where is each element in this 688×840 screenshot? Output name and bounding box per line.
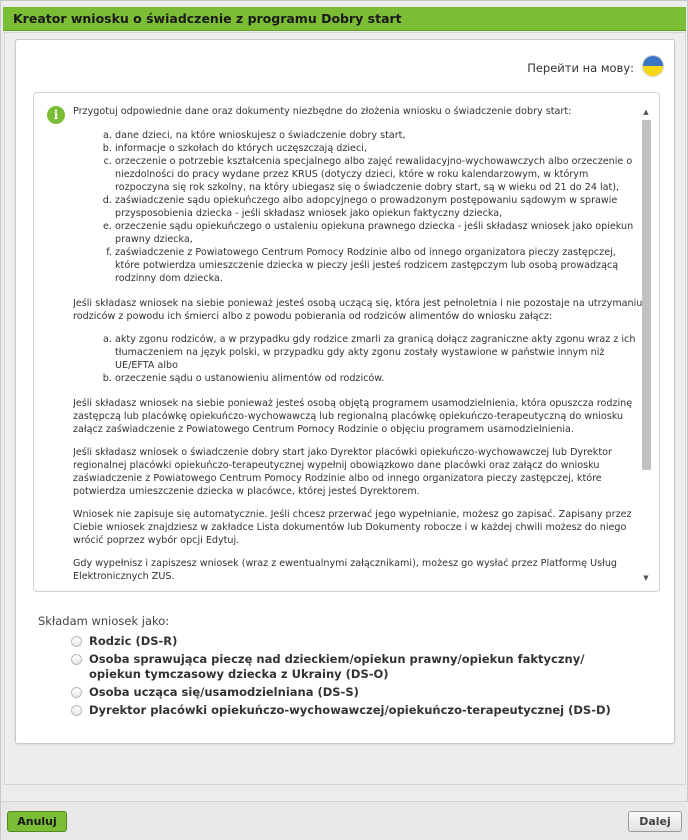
option-guardian[interactable]: [71, 652, 631, 682]
independence-paragraph: Jeśli składasz wniosek na siebie ponieważ jesteś osobą objętą programem usamodzielnienia, która opuszcza rodzinę zastępczą lub placówkę opiekuńczo-wychowawczą lub regionalną placówkę opiekuńczo-terapeutyczną do wniosku załącz zaświadczenie z Powiatowego Centrum Pomocy Rodzinie o objęciu programem usamodzielnienia.: [73, 398, 633, 435]
list-item: d. zaświadczenie sądu opiekuńczego albo adopcyjnego o prowadzonym postępowaniu sądowym w sprawie przysposobienia dziecka - jeśli składasz wniosek jako opiekun faktyczny dziecka,: [115, 194, 643, 220]
applicant-type-label: Składam wniosek jako:: [38, 614, 170, 628]
list-item: b. orzeczenie sądu o ustanowieniu alimentów od rodziców.: [115, 372, 643, 385]
list-item: f. zaświadczenie z Powiatowego Centrum Pomocy Rodzinie albo od innego organizatora pieczy zastępczej, które potwierdza umieszczenie dziecka w pieczy jeśli jesteś rodzicem zastępczym lub osobą prowadzącą rodzinny dom dziecka.: [115, 246, 643, 285]
content-area: [4, 32, 686, 785]
option-label: Osoba sprawująca pieczę nad dzieckiem/opiekun prawny/opiekun faktyczny/ opiekun tymczasowy dziecka z Ukrainy (DS-O): [89, 652, 585, 681]
list-item: a. akty zgonu rodziców, a w przypadku gdy rodzice zmarli za granicą dołącz zagraniczne akty zgonu wraz z ich tłumaczeniem na język polski, w przypadku gdy akty zgonu zostały wystawione w państwie innym niż UE/EFTA albo: [115, 333, 643, 372]
list-item: b. informacje o szkołach do których uczęszczają dzieci,: [115, 142, 643, 155]
next-button[interactable]: Dalej: [628, 811, 682, 832]
radio-button[interactable]: [71, 636, 82, 647]
list-item: e. orzeczenie sądu opiekuńczego o ustaleniu opiekuna prawnego dziecka - jeśli składasz wniosek jako opiekun prawny dziecka,: [115, 220, 643, 246]
learner-documents-list: [73, 333, 643, 385]
send-paragraph: Gdy wypełnisz i zapiszesz wniosek (wraz z ewentualnymi załącznikami), możesz go wysłać przez Platformę Usług Elektronicznych ZUS.: [73, 558, 617, 582]
learner-paragraph: Jeśli składasz wniosek na siebie ponieważ jesteś osobą uczącą się, która jest pełnoletnia i nie pozostaje na utrzymaniu rodziców z powodu ich śmierci albo z powodu pobierania od rodziców alimentów do wniosku załącz:: [73, 298, 643, 322]
cancel-button[interactable]: Anuluj: [7, 811, 67, 832]
option-label: Osoba ucząca się/usamodzielniana (DS-S): [89, 685, 359, 699]
list-item: a. dane dzieci, na które wnioskujesz o świadczenie dobry start,: [115, 129, 643, 142]
instructions-text: [73, 105, 643, 583]
option-label: Dyrektor placówki opiekuńczo-wychowawczej/opiekuńczo-terapeutycznej (DS-D): [89, 703, 611, 717]
window-title: Kreator wniosku o świadczenie z programu Dobry start: [13, 11, 402, 26]
language-switch-label[interactable]: Перейти на мову:: [527, 61, 634, 75]
instructions-scrollbar[interactable]: [641, 107, 651, 583]
required-documents-list: [73, 129, 643, 285]
radio-button[interactable]: [71, 654, 82, 665]
instructions-box: [33, 92, 660, 592]
option-learner[interactable]: [71, 685, 631, 700]
option-parent[interactable]: [71, 634, 631, 649]
instructions-intro: Przygotuj odpowiednie dane oraz dokumenty niezbędne do złożenia wniosku o świadczenie dobry start:: [73, 106, 572, 117]
ukraine-flag-icon[interactable]: [642, 55, 664, 77]
radio-button[interactable]: [71, 705, 82, 716]
save-paragraph: Wniosek nie zapisuje się automatycznie. Jeśli chcesz przerwać jego wypełnianie, możesz go zapisać. Zapisany przez Ciebie wniosek znajdziesz w zakładce Lista dokumentów lub Dokumenty robocze i w każdej chwili możesz do niego wrócić poprzez wybór opcji Edytuj.: [73, 509, 632, 546]
info-icon: i: [47, 106, 65, 124]
option-label: Rodzic (DS-R): [89, 634, 178, 648]
director-paragraph: Jeśli składasz wniosek o świadczenie dobry start jako Dyrektor placówki opiekuńczo-wychowawczej lub Dyrektor regionalnej placówki opiekuńczo-terapeutycznej wypełnij obowiązkowo dane placówki oraz załącz do wniosku zaświadczenie z Powiatowego Centrum Pomocy Rodzinie albo od innego organizatora pieczy zastępczej, które potwierdza umieszczenie dziecka w placówce, której jesteś Dyrektorem.: [73, 447, 612, 497]
bottom-bar: [1, 801, 688, 840]
radio-button[interactable]: [71, 687, 82, 698]
scroll-down-arrow-icon[interactable]: ▼: [643, 574, 649, 582]
scroll-up-arrow-icon[interactable]: ▲: [643, 108, 649, 116]
list-item: c. orzeczenie o potrzebie kształcenia specjalnego albo zajęć rewalidacyjno-wychowawczych albo orzeczenie o niezdolności do pracy wydane przez KRUS (dotyczy dzieci, które w roku kalendarzowym, w którym rozpoczyna się rok szkolny, na który ubiegasz się o świadczenie dobry start, są w wieku od 21 do 24 lat),: [115, 155, 643, 194]
scroll-thumb[interactable]: [642, 120, 651, 470]
main-panel: [15, 39, 675, 744]
title-bar: [3, 7, 686, 31]
applicant-type-options: [71, 634, 631, 721]
option-director[interactable]: [71, 703, 631, 718]
